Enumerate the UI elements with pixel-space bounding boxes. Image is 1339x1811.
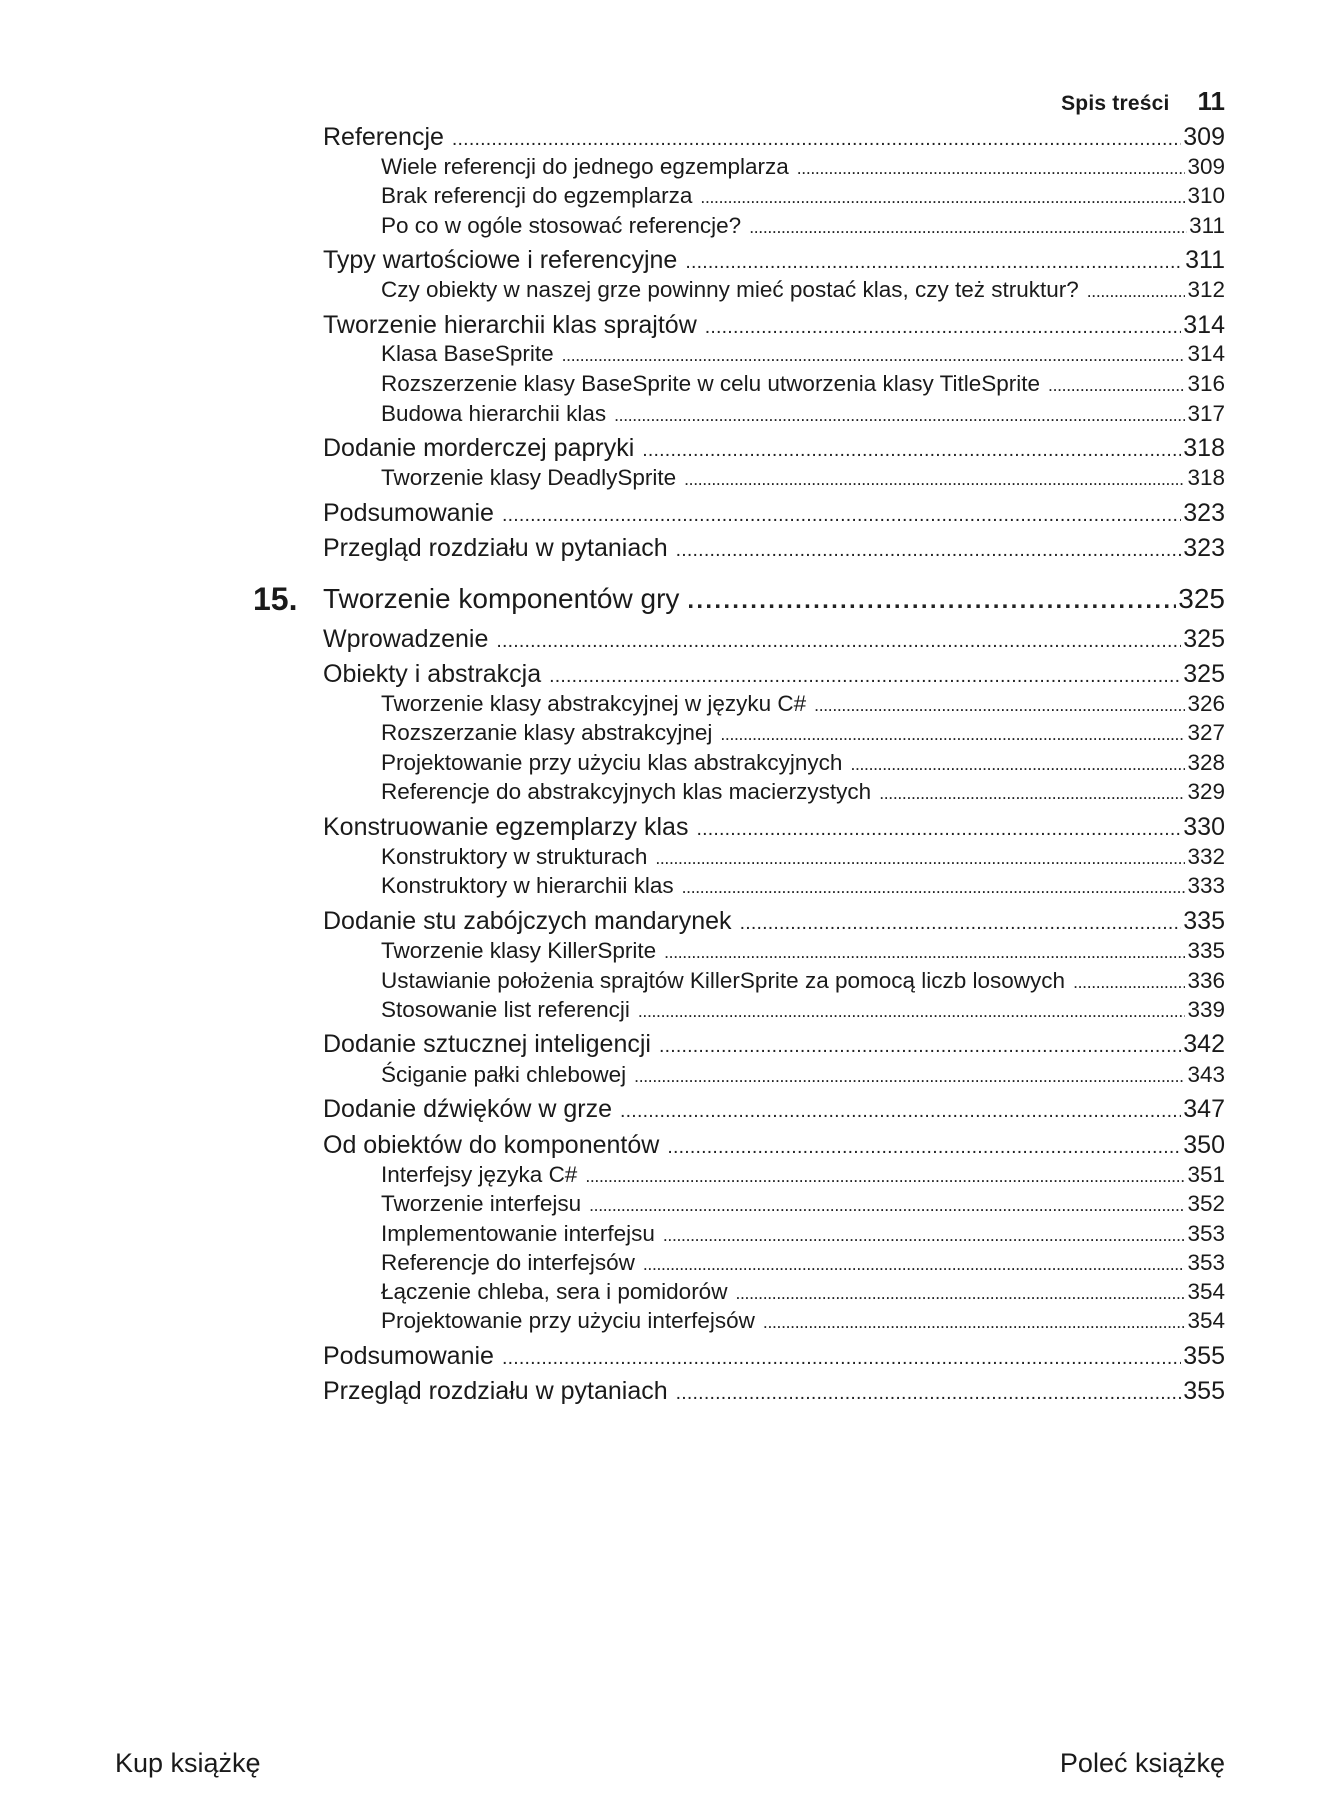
toc-entry-title: Projektowanie przy użyciu klas abstrakcyjnych: [381, 750, 843, 775]
toc-entry-page: 350: [1183, 1131, 1225, 1159]
dot-leader: [1073, 966, 1185, 996]
toc-entry-page: 355: [1183, 1377, 1225, 1405]
dot-leader: [684, 463, 1185, 493]
toc-chapter-entry[interactable]: [323, 581, 1225, 617]
toc-entry[interactable]: [381, 369, 1225, 399]
toc-entry[interactable]: [323, 1130, 1225, 1160]
toc-entry-page: 325: [1183, 660, 1225, 688]
toc-entry[interactable]: [323, 310, 1225, 340]
toc-entry[interactable]: [381, 1248, 1225, 1278]
toc-entry-title: Podsumowanie: [323, 499, 494, 527]
toc-entry-title: Tworzenie hierarchii klas sprajtów: [323, 311, 697, 339]
toc-entry-title: Tworzenie interfejsu: [381, 1191, 582, 1216]
dot-leader: [797, 152, 1186, 182]
toc-entry[interactable]: [381, 211, 1225, 241]
toc-entry-title: Implementowanie interfejsu: [381, 1221, 655, 1246]
toc-entry-page: 318: [1183, 434, 1225, 462]
toc-entry-page: 325: [1178, 583, 1225, 614]
toc-entry[interactable]: [323, 533, 1225, 563]
toc-entry[interactable]: [381, 463, 1225, 493]
dot-leader: [687, 581, 1176, 617]
dot-leader: [685, 245, 1183, 275]
buy-book-label[interactable]: Kup książkę: [115, 1748, 261, 1778]
toc-entry[interactable]: [323, 1341, 1225, 1371]
dot-leader: [735, 1277, 1185, 1307]
dot-leader: [879, 777, 1185, 807]
toc-entry-page: 339: [1187, 997, 1225, 1022]
toc-entry-title: Tworzenie komponentów gry: [323, 583, 680, 614]
toc-entry[interactable]: [381, 181, 1225, 211]
toc-entry[interactable]: [381, 339, 1225, 369]
toc-entry-title: Dodanie dźwięków w grze: [323, 1095, 613, 1123]
toc-entry-page: 352: [1187, 1191, 1225, 1216]
toc-entry-page: 354: [1187, 1308, 1225, 1333]
toc-entry[interactable]: [381, 1219, 1225, 1249]
toc-entry[interactable]: [381, 748, 1225, 778]
dot-leader: [667, 1130, 1181, 1160]
toc-entry-title: Łączenie chleba, sera i pomidorów: [381, 1279, 728, 1304]
toc-entry[interactable]: [323, 1376, 1225, 1406]
toc-entry-title: Dodanie stu zabójczych mandarynek: [323, 907, 732, 935]
toc-entry-page: 311: [1185, 246, 1225, 274]
toc-entry-page: 343: [1187, 1062, 1225, 1087]
toc-entry[interactable]: [381, 842, 1225, 872]
toc-entry[interactable]: [323, 812, 1225, 842]
toc-entry[interactable]: [381, 777, 1225, 807]
dot-leader: [700, 181, 1185, 211]
toc-entry[interactable]: [381, 1189, 1225, 1219]
toc-entry[interactable]: [323, 498, 1225, 528]
dot-leader: [814, 689, 1185, 719]
toc-entry[interactable]: [381, 936, 1225, 966]
toc-entry[interactable]: [381, 718, 1225, 748]
toc-entry-page: 310: [1187, 183, 1225, 208]
toc-entry-page: 314: [1187, 341, 1225, 366]
toc-entry[interactable]: [323, 433, 1225, 463]
toc-entry-page: 353: [1187, 1221, 1225, 1246]
toc-entry-title: Budowa hierarchii klas: [381, 401, 607, 426]
toc-entry-title: Dodanie morderczej papryki: [323, 434, 635, 462]
toc-entry-title: Tworzenie klasy DeadlySprite: [381, 465, 677, 490]
dot-leader: [452, 122, 1181, 152]
dot-leader: [749, 211, 1187, 241]
toc-entry-title: Od obiektów do komponentów: [323, 1131, 660, 1159]
toc-entry[interactable]: [381, 995, 1225, 1025]
dot-leader: [562, 339, 1186, 369]
toc-entry-page: 335: [1183, 907, 1225, 935]
section-title: Spis treści: [1061, 92, 1170, 115]
toc-entry-page: 325: [1183, 625, 1225, 653]
toc-entry-title: Ściganie pałki chlebowej: [381, 1062, 627, 1087]
dot-leader: [589, 1189, 1185, 1219]
toc-entry-title: Obiekty i abstrakcja: [323, 660, 542, 688]
toc-entry[interactable]: [381, 399, 1225, 429]
dot-leader: [549, 659, 1181, 689]
toc-entry-title: Konstruktory w hierarchii klas: [381, 873, 674, 898]
toc-entry-page: 309: [1187, 154, 1225, 179]
toc-entry-page: 353: [1187, 1250, 1225, 1275]
dot-leader: [496, 624, 1181, 654]
toc-entry-title: Konstruktory w strukturach: [381, 844, 648, 869]
toc-entry-page: 332: [1187, 844, 1225, 869]
toc-entry-page: 309: [1183, 123, 1225, 151]
toc-entry-title: Referencje do interfejsów: [381, 1250, 635, 1275]
toc-entry[interactable]: [323, 1029, 1225, 1059]
toc-entry-title: Wprowadzenie: [323, 625, 489, 653]
toc-entry-page: 316: [1187, 371, 1225, 396]
toc-entry-title: Przegląd rozdziału w pytaniach: [323, 1377, 668, 1405]
toc-entry-page: 329: [1187, 779, 1225, 804]
toc-entry-title: Projektowanie przy użyciu interfejsów: [381, 1308, 755, 1333]
dot-leader: [643, 1248, 1186, 1278]
toc-entry-page: 328: [1187, 750, 1225, 775]
dot-leader: [676, 1376, 1182, 1406]
toc-entry-title: Konstruowanie egzemplarzy klas: [323, 813, 689, 841]
toc-entry-title: Po co w ogóle stosować referencje?: [381, 213, 742, 238]
toc-entry[interactable]: [323, 659, 1225, 689]
toc-entry-page: 323: [1183, 499, 1225, 527]
dot-leader: [676, 533, 1182, 563]
toc-entry-title: Klasa BaseSprite: [381, 341, 554, 366]
dot-leader: [663, 1219, 1186, 1249]
toc-entry-title: Przegląd rozdziału w pytaniach: [323, 534, 668, 562]
buy-book-link[interactable]: [115, 1748, 261, 1779]
dot-leader: [705, 310, 1182, 340]
toc-entry-title: Tworzenie klasy abstrakcyjnej w języku C#: [381, 691, 807, 716]
toc-entry[interactable]: [323, 906, 1225, 936]
toc-entry[interactable]: [323, 122, 1225, 152]
toc-entry-page: 318: [1187, 465, 1225, 490]
dot-leader: [682, 871, 1186, 901]
toc-entry-title: Podsumowanie: [323, 1342, 494, 1370]
toc-entry-page: 347: [1183, 1095, 1225, 1123]
toc-entry-page: 314: [1183, 311, 1225, 339]
page-number: 11: [1197, 86, 1225, 116]
dot-leader: [850, 748, 1185, 778]
toc-entry[interactable]: [323, 1094, 1225, 1124]
toc-entry-title: Czy obiekty w naszej grze powinny mieć postać klas, czy też struktur?: [381, 277, 1079, 302]
toc-entry[interactable]: [323, 245, 1225, 275]
running-header: [0, 86, 1225, 117]
toc-entry-title: Tworzenie klasy KillerSprite: [381, 938, 657, 963]
toc-entry-title: Stosowanie list referencji: [381, 997, 630, 1022]
dot-leader: [638, 995, 1186, 1025]
toc-entry-title: Referencje: [323, 123, 444, 151]
dot-leader: [634, 1060, 1185, 1090]
chapter-number: 15.: [253, 581, 298, 617]
dot-leader: [1048, 369, 1185, 399]
toc-entry-page: 326: [1187, 691, 1225, 716]
toc-entry-page: 333: [1187, 873, 1225, 898]
dot-leader: [585, 1160, 1185, 1190]
toc-entry-page: 327: [1187, 720, 1225, 745]
toc-entry[interactable]: [381, 871, 1225, 901]
dot-leader: [696, 812, 1181, 842]
toc-entry-page: 336: [1187, 968, 1225, 993]
toc-entry-title: Interfejsy języka C#: [381, 1162, 578, 1187]
toc-entry[interactable]: [381, 152, 1225, 182]
toc-entry[interactable]: [381, 966, 1225, 996]
dot-leader: [614, 399, 1185, 429]
toc-entry[interactable]: [381, 689, 1225, 719]
dot-leader: [740, 906, 1182, 936]
toc-entry-title: Typy wartościowe i referencyjne: [323, 246, 678, 274]
toc-entry[interactable]: [381, 1060, 1225, 1090]
toc-entry[interactable]: [381, 275, 1225, 305]
toc-entry-page: 330: [1183, 813, 1225, 841]
recommend-book-label[interactable]: Poleć książkę: [1059, 1748, 1225, 1778]
toc-entry-page: 317: [1187, 401, 1225, 426]
toc-entry-page: 354: [1187, 1279, 1225, 1304]
dot-leader: [655, 842, 1185, 872]
toc-entry-page: 342: [1183, 1030, 1225, 1058]
dot-leader: [502, 1341, 1181, 1371]
toc-entry-title: Dodanie sztucznej inteligencji: [323, 1030, 651, 1058]
toc-entry-page: 312: [1187, 277, 1225, 302]
toc-entry[interactable]: [381, 1306, 1225, 1336]
recommend-book-link[interactable]: [1060, 1748, 1225, 1779]
toc-entry-title: Referencje do abstrakcyjnych klas macierzystych: [381, 779, 872, 804]
toc-entry-title: Wiele referencji do jednego egzemplarza: [381, 154, 789, 179]
toc-entry[interactable]: [323, 624, 1225, 654]
dot-leader: [502, 498, 1181, 528]
dot-leader: [664, 936, 1185, 966]
toc-entry-page: 335: [1187, 938, 1225, 963]
toc-entry-title: Brak referencji do egzemplarza: [381, 183, 693, 208]
dot-leader: [720, 718, 1185, 748]
toc-entry[interactable]: [381, 1277, 1225, 1307]
dot-leader: [763, 1306, 1186, 1336]
toc-entry-title: Rozszerzenie klasy BaseSprite w celu utworzenia klasy TitleSprite: [381, 371, 1041, 396]
toc-entry-page: 355: [1183, 1342, 1225, 1370]
dot-leader: [1087, 275, 1186, 305]
toc-entry[interactable]: [381, 1160, 1225, 1190]
toc-entry-title: Ustawianie położenia sprajtów KillerSprite za pomocą liczb losowych: [381, 968, 1066, 993]
dot-leader: [642, 433, 1181, 463]
toc-entry-page: 351: [1187, 1162, 1225, 1187]
toc-entry-page: 323: [1183, 534, 1225, 562]
dot-leader: [620, 1094, 1181, 1124]
toc-entry-title: Rozszerzanie klasy abstrakcyjnej: [381, 720, 713, 745]
dot-leader: [659, 1029, 1181, 1059]
toc-entry-page: 311: [1189, 213, 1225, 238]
